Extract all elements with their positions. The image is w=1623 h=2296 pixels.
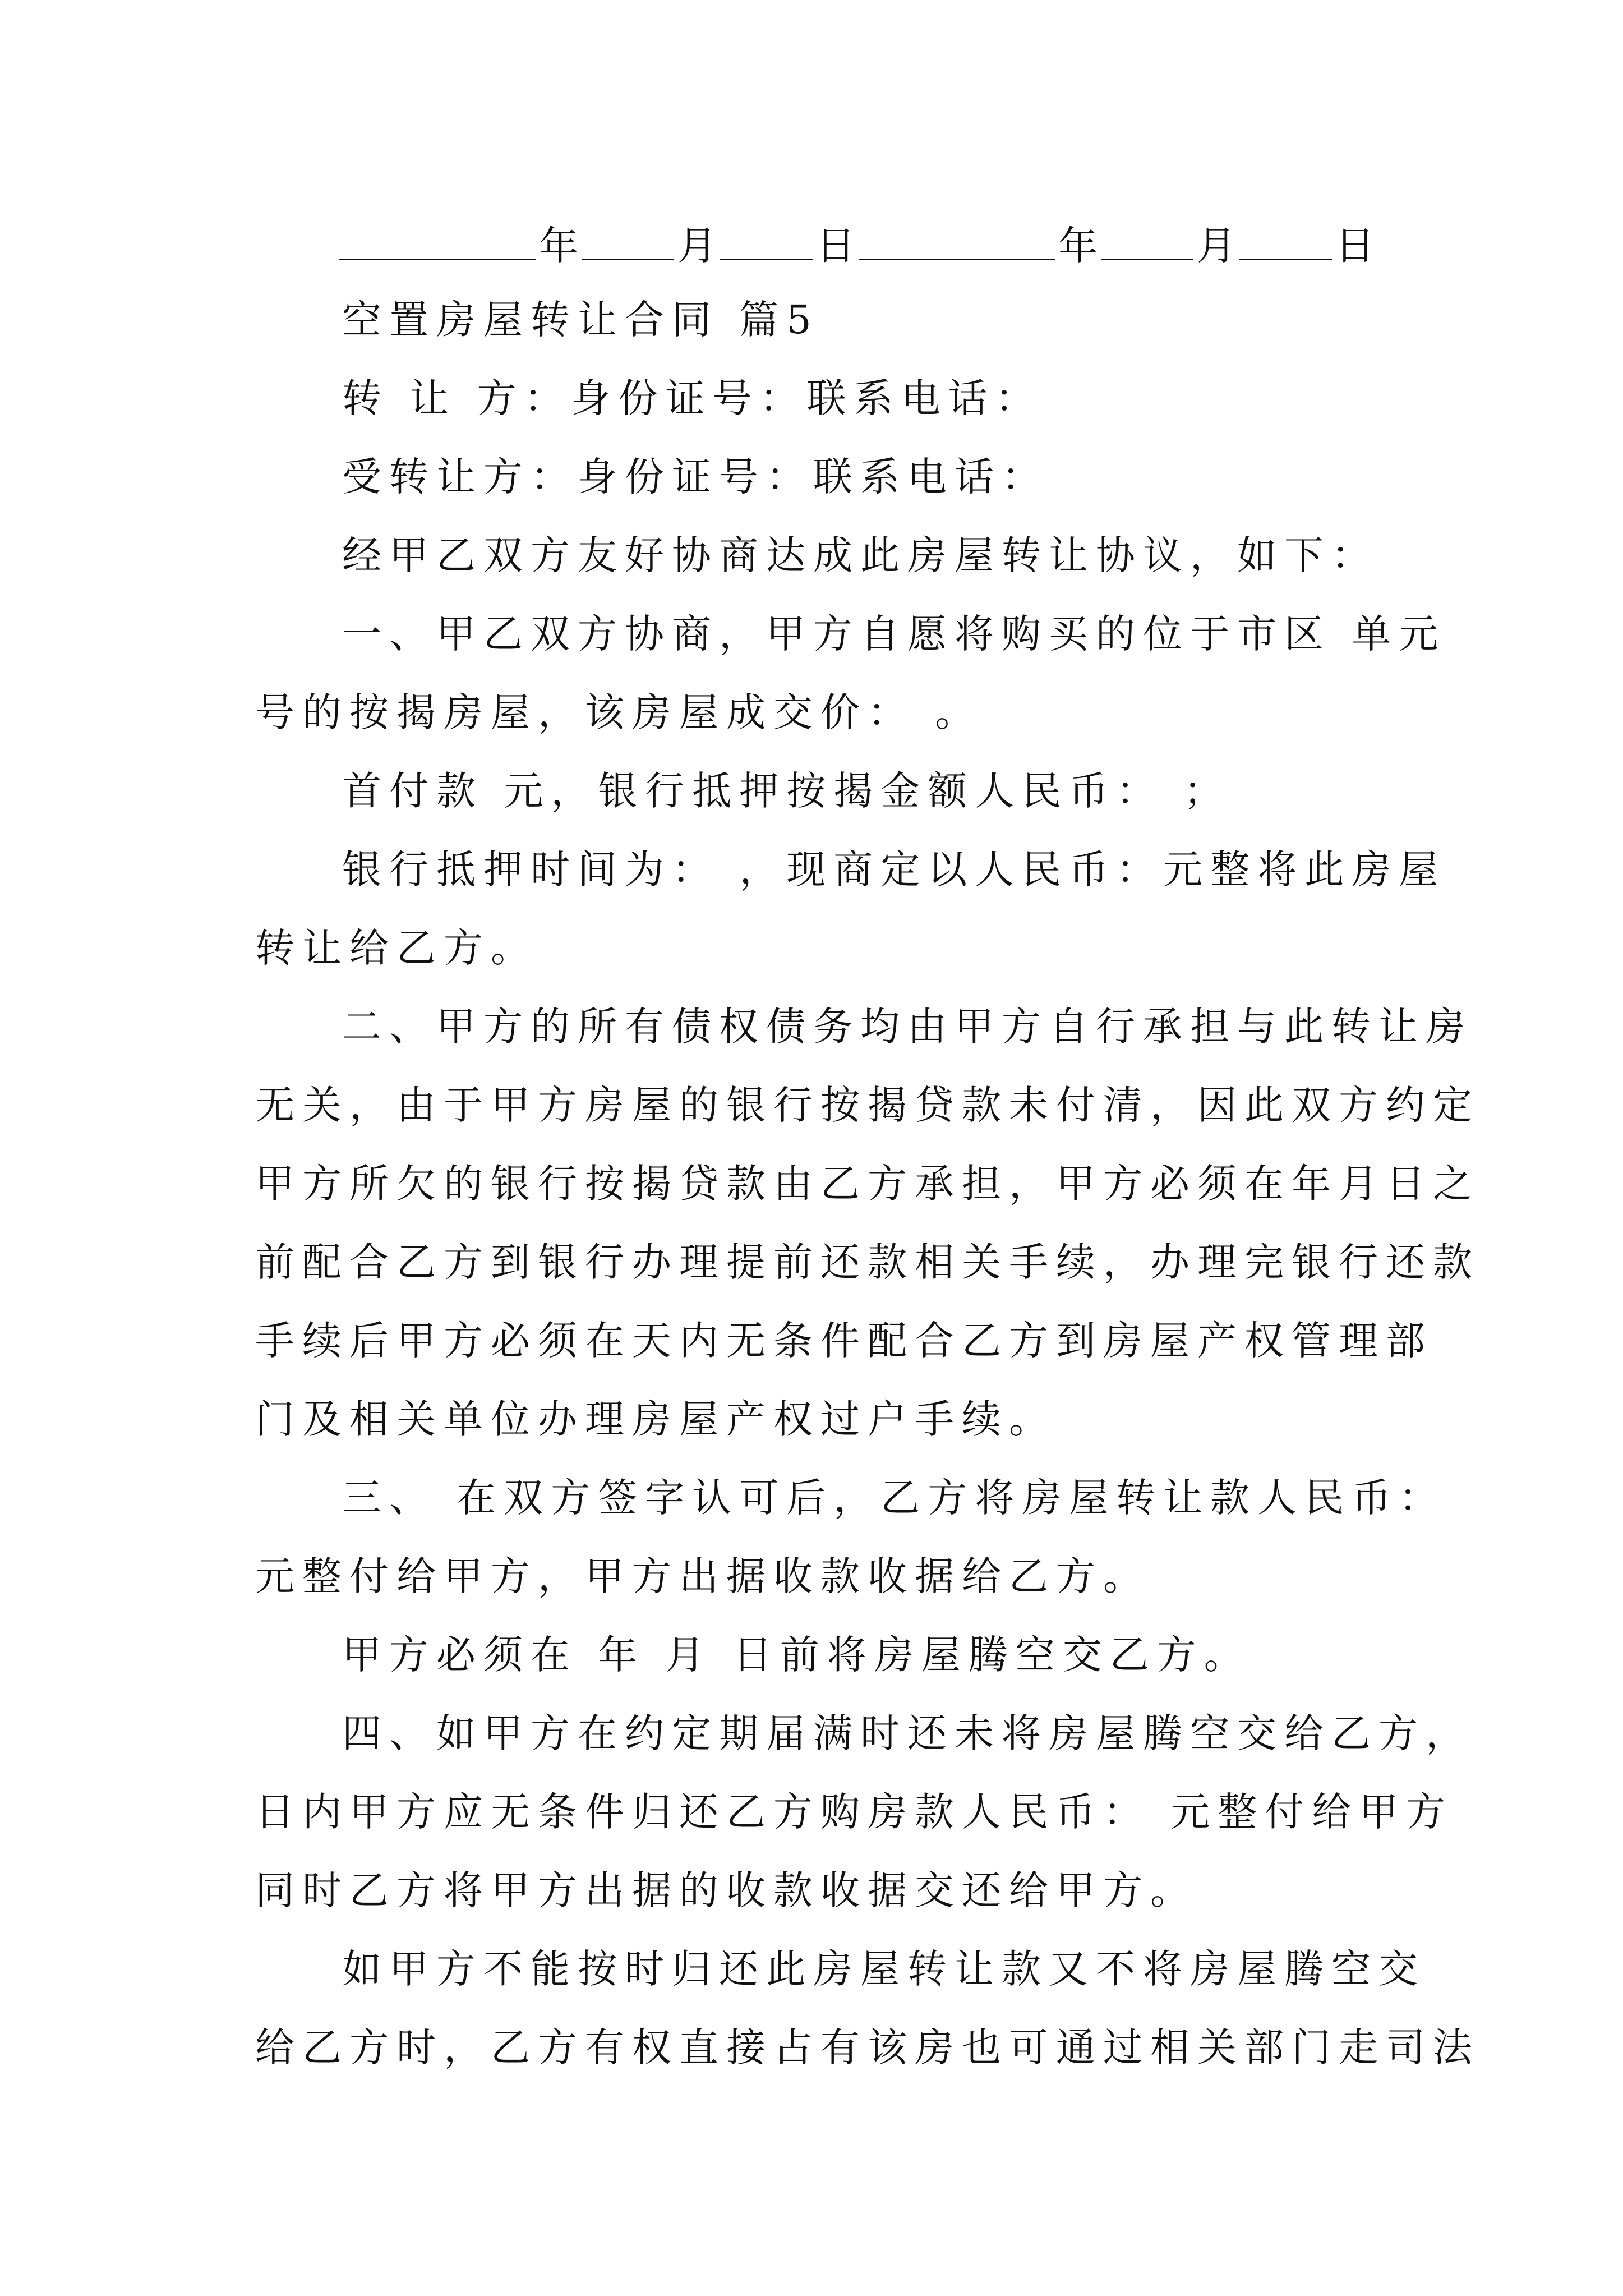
day-label-1: 日 xyxy=(816,223,855,269)
clause-4-line-2: 日内甲方应无条件归还乙方购房款人民币： 元整付给甲方 xyxy=(255,1789,1454,1835)
clause-2-line-1: 二、甲方的所有债权债务均由甲方自行承担与此转让房 xyxy=(342,1004,1473,1050)
clause-2-line-6: 门及相关单位办理房屋产权过户手续。 xyxy=(255,1396,1056,1442)
vacate-date-line: 甲方必须在 年 月 日前将房屋腾空交乙方。 xyxy=(342,1632,1251,1678)
year-label-1: 年 xyxy=(539,223,578,269)
year-blank-1 xyxy=(339,226,536,260)
clause-1-line-2: 号的按揭房屋，该房屋成交价： 。 xyxy=(255,689,983,735)
agreement-intro: 经甲乙双方友好协商达成此房屋转让协议，如下： xyxy=(342,532,1378,578)
contract-title: 空置房屋转让合同 篇5 xyxy=(342,297,819,343)
year-label-2: 年 xyxy=(1058,223,1098,269)
transferor-line: 转 让 方：身份证号：联系电话： xyxy=(342,375,1043,421)
clause-2-line-4: 前配合乙方到银行办理提前还款相关手续，办理完银行还款 xyxy=(255,1239,1480,1285)
month-blank-2 xyxy=(1101,226,1193,260)
clause-4-line-1: 四、如甲方在约定期届满时还未将房屋腾空交给乙方， xyxy=(342,1710,1473,1756)
mortgage-time-line: 银行抵押时间为： ，现商定以人民币：元整将此房屋 xyxy=(342,846,1446,892)
month-label-2: 月 xyxy=(1197,223,1236,269)
year-blank-2 xyxy=(859,226,1055,260)
day-label-2: 日 xyxy=(1335,223,1375,269)
day-blank-2 xyxy=(1239,226,1332,260)
clause-2-line-3: 甲方所欠的银行按揭贷款由乙方承担，甲方必须在年月日之 xyxy=(255,1161,1480,1207)
mortgage-time-line-2: 转让给乙方。 xyxy=(255,925,538,971)
month-label-1: 月 xyxy=(677,223,717,269)
clause-3-line-1: 三、 在双方签字认可后，乙方将房屋转让款人民币： xyxy=(342,1475,1446,1521)
clause-1-line-1: 一、甲乙双方协商，甲方自愿将购买的位于市区 单元 xyxy=(342,611,1446,657)
default-clause-line-1: 如甲方不能按时归还此房屋转让款又不将房屋腾空交 xyxy=(342,1946,1426,1992)
month-blank-1 xyxy=(582,226,674,260)
clause-4-line-3: 同时乙方将甲方出据的收款收据交还给甲方。 xyxy=(255,1867,1197,1913)
clause-2-line-2: 无关，由于甲方房屋的银行按揭贷款未付清，因此双方约定 xyxy=(255,1082,1480,1128)
transferee-line: 受转让方：身份证号：联系电话： xyxy=(342,454,1049,500)
day-blank-1 xyxy=(720,226,813,260)
default-clause-line-2: 给乙方时，乙方有权直接占有该房也可通过相关部门走司法 xyxy=(255,2024,1480,2070)
clause-2-line-5: 手续后甲方必须在天内无条件配合乙方到房屋产权管理部 xyxy=(255,1318,1433,1364)
signature-date-line xyxy=(339,219,1378,269)
clause-3-line-2: 元整付给甲方，甲方出据收款收据给乙方。 xyxy=(255,1553,1150,1599)
down-payment-line: 首付款 元，银行抵押按揭金额人民币： ； xyxy=(342,768,1231,814)
